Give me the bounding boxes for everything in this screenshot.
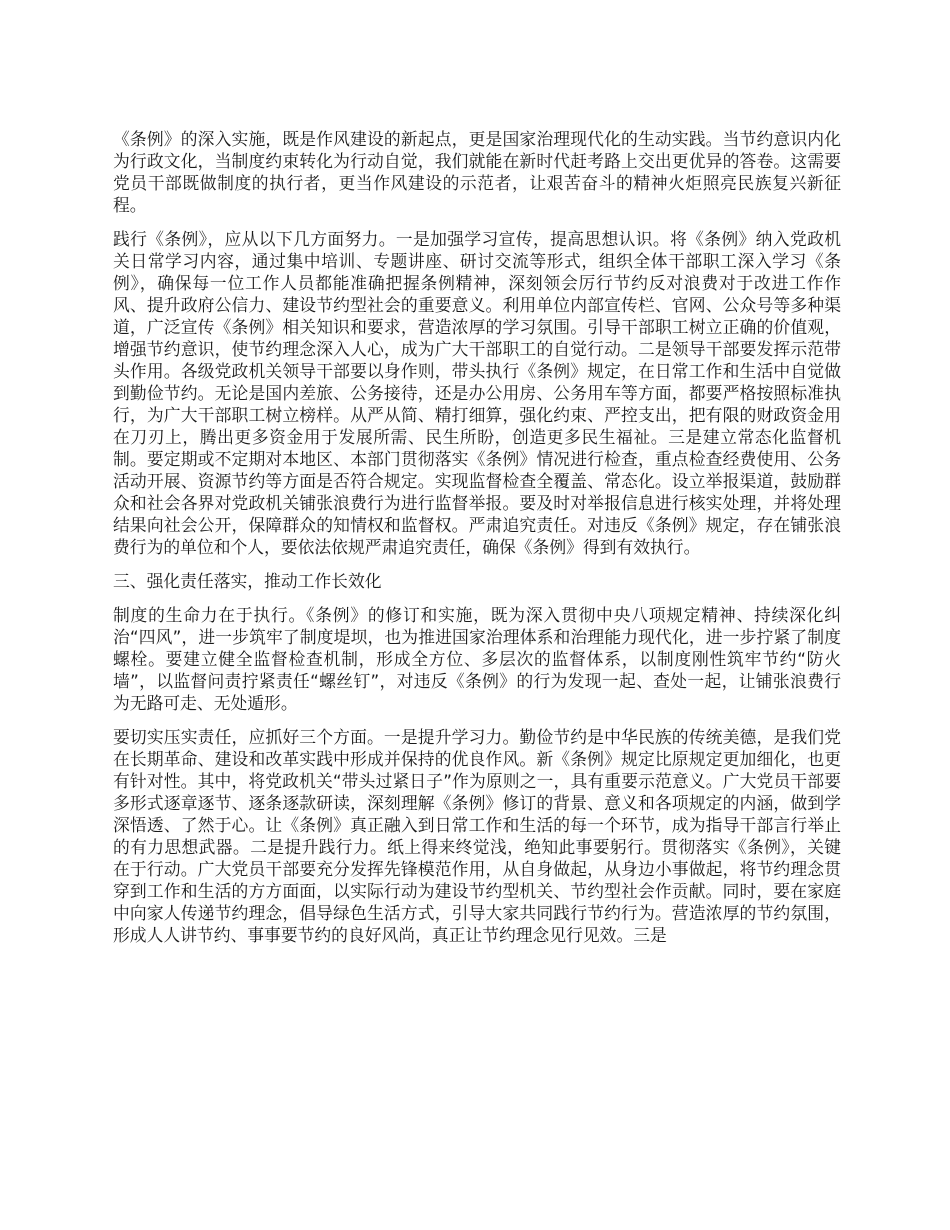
paragraph-responsibility: 要切实压实责任，应抓好三个方面。一是提升学习力。勤俭节约是中华民族的传统美德，是我们党在长期革命、建设和改革实践中形成并保持的优良作风。新《条例》规定比原规定更加细化，也更有针对性。其中，将党政机关“带头过紧日子”作为原则之一，具有重要示范意义。广大党员干部要多形式逐章逐节、逐条逐款研读，深刻理解《条例》修订的背景、意义和各项规定的内涵，做到学深悟透、了然于心。让《条例》真正融入到日常工作和生活的每一个环节，成为指导干部言行举止的有力思想武器。二是提升践行力。纸上得来终觉浅，绝知此事要躬行。贯彻落实《条例》，关键在于行动。广大党员干部要充分发挥先锋模范作用，从自身做起，从身边小事做起，将节约理念贯穿到工作和生活的方方面面，以实际行动为建设节约型机关、节约型社会作贡献。同时，要在家庭中向家人传递节约理念，倡导绿色生活方式，引导大家共同践行节约行为。营造浓厚的节约氛围，形成人人讲节约、事事要节约的良好风尚，真正让节约理念见行见效。三是 <box>113 727 841 945</box>
document-page <box>113 128 841 958</box>
section-heading: 三、强化责任落实，推动工作长效化 <box>113 571 382 591</box>
paragraph-intro: 《条例》的深入实施，既是作风建设的新起点，更是国家治理现代化的生动实践。当节约意识内化为行政文化，当制度约束转化为行动自觉，我们就能在新时代赶考路上交出更优异的答卷。这需要党员干部既做制度的执行者，更当作风建设的示范者，让艰苦奋斗的精神火炬照亮民族复兴新征程。 <box>113 129 841 215</box>
paragraph-practice-measures: 践行《条例》，应从以下几方面努力。一是加强学习宣传，提高思想认识。将《条例》纳入党政机关日常学习内容，通过集中培训、专题讲座、研讨交流等形式，组织全体干部职工深入学习《条例》，确保每一位工作人员都能准确把握条例精神，深刻领会厉行节约反对浪费对于改进工作作风、提升政府公信力、建设节约型社会的重要意义。利用单位内部宣传栏、官网、公众号等多种渠道，广泛宣传《条例》相关知识和要求，营造浓厚的学习氛围。引导干部职工树立正确的价值观，增强节约意识，使节约理念深入人心，成为广大干部职工的自觉行动。二是领导干部要发挥示范带头作用。各级党政机关领导干部要以身作则，带头执行《条例》规定，在日常工作和生活中自觉做到勤俭节约。无论是国内差旅、公务接待，还是办公用房、公务用车等方面，都要严格按照标准执行，为广大干部职工树立榜样。从严从简、精打细算，强化约束、严控支出，把有限的财政资金用在刀刃上，腾出更多资金用于发展所需、民生所盼，创造更多民生福祉。三是建立常态化监督机制。要定期或不定期对本地区、本部门贯彻落实《条例》情况进行检查，重点检查经费使用、公务活动开展、资源节约等方面是否符合规定。实现监督检查全覆盖、常态化。设立举报渠道，鼓励群众和社会各界对党政机关铺张浪费行为进行监督举报。要及时对举报信息进行核实处理，并将处理结果向社会公开，保障群众的知情权和监督权。严肃追究责任。对违反《条例》规定，存在铺张浪费行为的单位和个人，要依法依规严肃追究责任，确保《条例》得到有效执行。 <box>113 229 841 557</box>
paragraph-institution-execution: 制度的生命力在于执行。《条例》的修订和实施，既为深入贯彻中央八项规定精神、持续深化纠治“四风”，进一步筑牢了制度堤坝，也为推进国家治理体系和治理能力现代化，进一步拧紧了制度螺栓。要建立健全监督检查机制，形成全方位、多层次的监督体系，以制度刚性筑牢节约“防火墙”，以监督问责拧紧责任“螺丝钉”，对违反《条例》的行为发现一起、查处一起，让铺张浪费行为无路可走、无处遁形。 <box>113 605 841 713</box>
